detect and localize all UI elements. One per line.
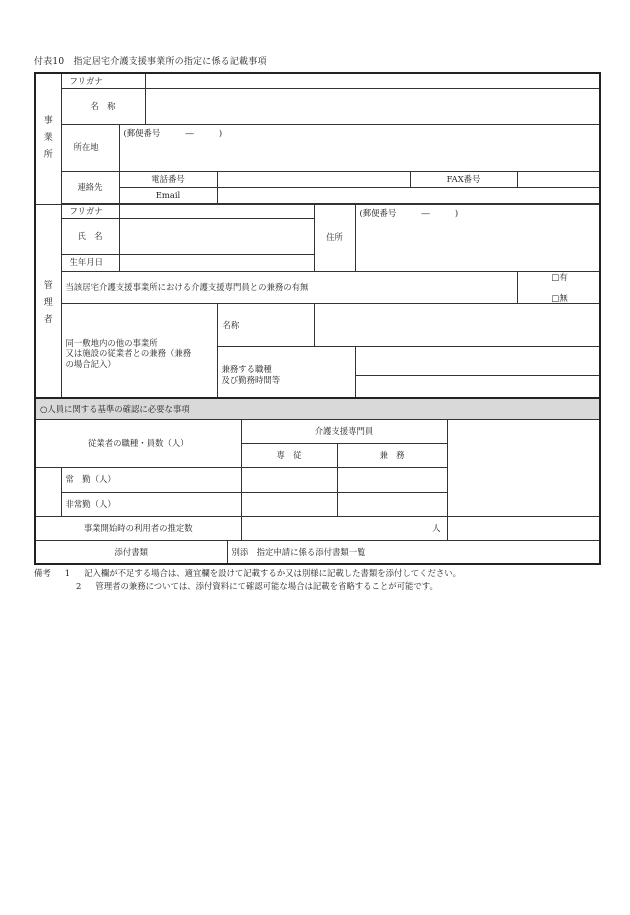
staffing-table bbox=[34, 397, 601, 565]
office-postal-field[interactable]: (郵便番号 ― ) bbox=[119, 124, 600, 171]
office-email-label: Email bbox=[119, 187, 217, 203]
manager-name-field[interactable] bbox=[119, 218, 314, 254]
care-manager-header: 介護支援専門員 bbox=[241, 419, 447, 443]
concurrent-no-checkbox[interactable]: □無 bbox=[551, 292, 568, 303]
full-time-header: 専 従 bbox=[241, 443, 337, 467]
manager-name-label: 氏 名 bbox=[61, 218, 119, 254]
fulltime-concurrent-field[interactable] bbox=[337, 467, 447, 492]
manager-furigana-field[interactable] bbox=[119, 204, 314, 218]
attachment-value: 別添 指定申請に係る添付書類一覧 bbox=[227, 540, 600, 564]
office-section-label: 事業所 bbox=[35, 73, 61, 204]
office-name-label: 名 称 bbox=[61, 88, 145, 124]
form-title: 付表10 指定居宅介護支援事業所の指定に係る記載事項 bbox=[34, 57, 267, 67]
concurrent-header: 兼 務 bbox=[337, 443, 447, 467]
concurrent-question: 当該居宅介護支援事業所における介護支援専門員との兼務の有無 bbox=[61, 271, 517, 304]
other-name-field[interactable] bbox=[314, 304, 600, 347]
row-fulltime-label: 常 勤（人） bbox=[61, 467, 241, 492]
fulltime-dedicated-field[interactable] bbox=[241, 467, 337, 492]
row-parttime-label: 非常勤（人） bbox=[61, 492, 241, 516]
office-phone-label: 電話番号 bbox=[119, 171, 217, 187]
office-furigana-field[interactable] bbox=[145, 73, 600, 88]
staff-count-label: 従業者の職種・員数（人） bbox=[35, 419, 241, 467]
office-email-field[interactable] bbox=[217, 187, 600, 203]
office-phone-field[interactable] bbox=[217, 171, 410, 187]
concurrent-options bbox=[517, 271, 600, 304]
manager-birth-label: 生年月日 bbox=[61, 254, 119, 271]
other-job-label: 兼務する職種 及び勤務時間等 bbox=[217, 347, 355, 404]
office-contact-label: 連絡先 bbox=[61, 171, 119, 203]
office-furigana-label: フリガナ bbox=[61, 73, 145, 88]
staffing-blank-cell bbox=[447, 419, 600, 516]
parttime-dedicated-field[interactable] bbox=[241, 492, 337, 516]
users-estimate-field[interactable] bbox=[241, 516, 447, 540]
office-name-field[interactable] bbox=[145, 88, 600, 124]
main-form-table bbox=[34, 72, 601, 405]
manager-furigana-label: フリガナ bbox=[61, 204, 119, 218]
manager-birth-field[interactable] bbox=[119, 254, 314, 271]
concurrent-yes-checkbox[interactable]: □有 bbox=[551, 271, 568, 282]
parttime-concurrent-field[interactable] bbox=[337, 492, 447, 516]
note-1: 備考 1 記入欄が不足する場合は、適宜欄を設けて記載するか又は別様に記載した書類を添付してください。 bbox=[34, 568, 461, 578]
staffing-header: ○人員に関する基準の確認に必要な事項 bbox=[35, 398, 600, 419]
notes bbox=[34, 567, 461, 593]
office-fax-field[interactable] bbox=[517, 171, 600, 187]
other-job-field-1[interactable] bbox=[355, 347, 600, 376]
other-facility-label: 同一敷地内の他の事業所 又は施設の従業者との兼務（兼務 の場合記入） bbox=[61, 304, 217, 404]
row-spacer bbox=[35, 467, 61, 492]
users-blank bbox=[447, 516, 600, 540]
manager-address-label: 住所 bbox=[314, 204, 355, 271]
attachment-label: 添付書類 bbox=[35, 540, 227, 564]
row-spacer-2 bbox=[35, 492, 61, 516]
office-address-label: 所在地 bbox=[61, 124, 119, 171]
other-name-label: 名称 bbox=[217, 304, 314, 347]
note-prefix: 備考 bbox=[34, 568, 51, 578]
manager-section-label: 管理者 bbox=[35, 204, 61, 404]
office-fax-label: FAX番号 bbox=[410, 171, 517, 187]
note-2: 2 管理者の兼務については、添付資料にて確認可能な場合は記載を省略することが可能です。 bbox=[76, 581, 438, 591]
users-unit: 人 bbox=[432, 522, 441, 533]
manager-postal-field[interactable]: (郵便番号 ― ) bbox=[355, 204, 600, 271]
users-estimate-label: 事業開始時の利用者の推定数 bbox=[35, 516, 241, 540]
